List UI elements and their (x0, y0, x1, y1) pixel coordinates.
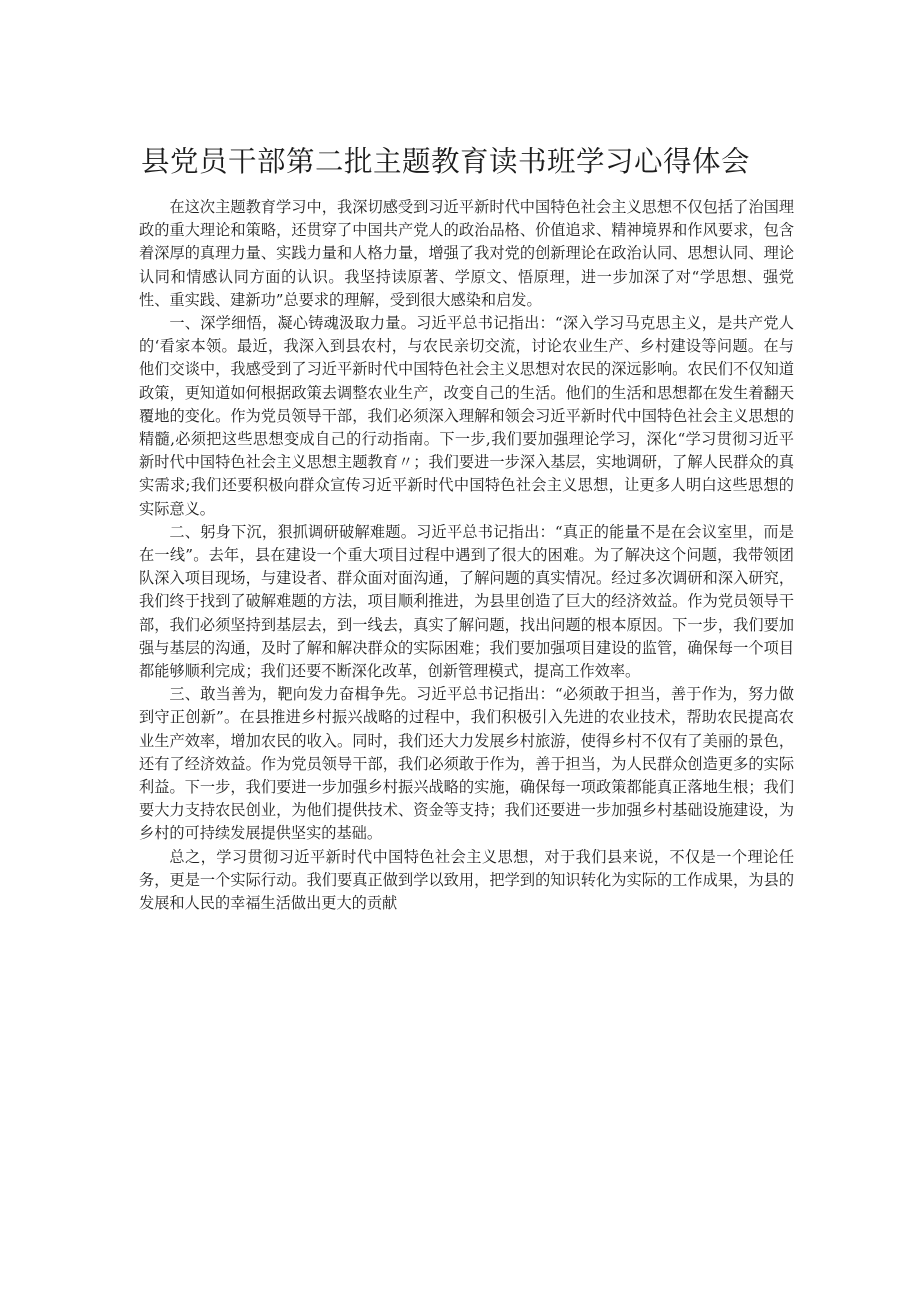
document-body (139, 196, 794, 915)
paragraph-section-2: 二、躬身下沉，狠抓调研破解难题。习近平总书记指出：“真正的能量不是在会议室里，而是在一线”。去年，县在建设一个重大项目过程中遇到了很大的困难。为了解决这个问题，我带领团队深入项目现场，与建设者、群众面对面沟通，了解问题的真实情况。经过多次调研和深入研究，我们终于找到了破解难题的方法，项目顺利推进，为县里创造了巨大的经济效益。作为党员领导干部，我们必须坚持到基层去，到一线去，真实了解问题，找出问题的根本原因。下一步，我们要加强与基层的沟通，及时了解和解决群众的实际困难；我们要加强项目建设的监管，确保每一个项目都能够顺利完成；我们还要不断深化改革，创新管理模式，提高工作效率。 (139, 522, 794, 681)
paragraph-section-1: 一、深学细悟，凝心铸魂汲取力量。习近平总书记指出：“深入学习马克思主义，是共产党人的‘看家本领。最近，我深入到县农村，与农民亲切交流，讨论农业生产、乡村建设等问题。在与他们交谈中，我感受到了习近平新时代中国特色社会主义思想对农民的深远影响。农民们不仅知道政策，更知道如何根据政策去调整农业生产，改变自己的生活。他们的生活和思想都在发生着翻天覆地的变化。作为党员领导干部，我们必须深入理解和领会习近平新时代中国特色社会主义思想的精髓,必须把这些思想变成自己的行动指南。下一步,我们要加强理论学习，深化“学习贯彻习近平新时代中国特色社会主义思想主题教育〃；我们要进一步深入基层，实地调研，了解人民群众的真实需求;我们还要积极向群众宣传习近平新时代中国特色社会主义思想，让更多人明白这些思想的实际意义。 (139, 314, 794, 518)
document-title: 县党员干部第二批主题教育读书班学习心得体会 (141, 145, 751, 178)
paragraph-conclusion: 总之，学习贯彻习近平新时代中国特色社会主义思想，对于我们县来说，不仅是一个理论任务，更是一个实际行动。我们要真正做到学以致用，把学到的知识转化为实际的工作成果，为县的发展和人民的幸福生活做出更大的贡献 (139, 847, 794, 913)
paragraph-section-3: 三、敢当善为，靶向发力奋楫争先。习近平总书记指出：“必须敢于担当，善于作为，努力做到守正创新”。在县推进乡村振兴战略的过程中，我们积极引入先进的农业技术，帮助农民提高农业生产效率，增加农民的收入。同时，我们还大力发展乡村旅游，使得乡村不仅有了美丽的景色，还有了经济效益。作为党员领导干部，我们必须敢于作为，善于担当，为人民群众创造更多的实际利益。下一步，我们要进一步加强乡村振兴战略的实施，确保每一项政策都能真正落地生根；我们要大力支持农民创业，为他们提供技术、资金等支持；我们还要进一步加强乡村基础设施建设，为乡村的可持续发展提供坚实的基础。 (139, 685, 794, 843)
paragraph-intro: 在这次主题教育学习中，我深切感受到习近平新时代中国特色社会主义思想不仅包括了治国理政的重大理论和策略，还贯穿了中国共产党人的政治品格、价值追求、精神境界和作风要求，包含着深厚的真理力量、实践力量和人格力量，增强了我对党的创新理论在政治认同、思想认同、理论认同和情感认同方面的认识。我坚持读原著、学原文、悟原理，进一步加深了对“学思想、强党性、重实践、建新功”总要求的理解，受到很大感染和启发。 (139, 198, 794, 309)
